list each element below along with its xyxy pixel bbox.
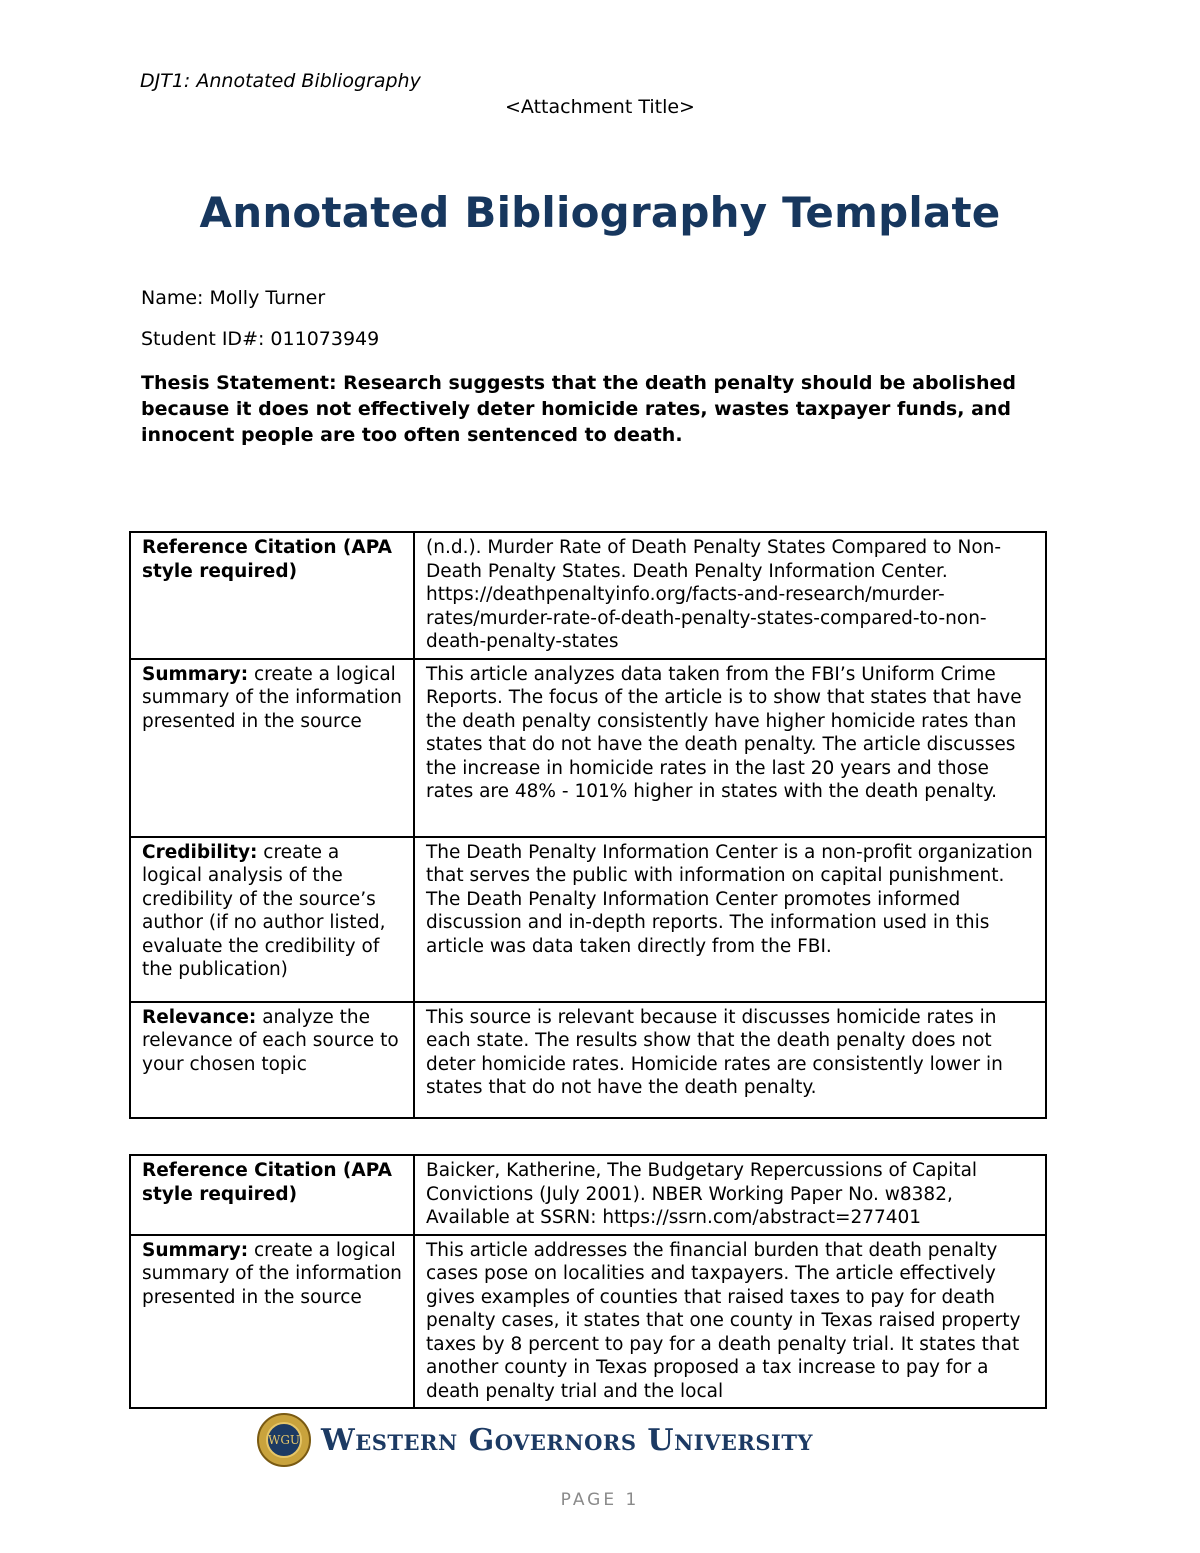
attachment-title: <Attachment Title> [505,96,695,118]
summary-text: This article analyzes data taken from the FBI’s Uniform Crime Reports. The focus of the article is to show that states that have the death penalty consistently have higher homicide rates than states that do not have the death penalty. The article discusses the increase in homicide rates in the last 20 years and those rates are 48% - 101% higher in states with the death penalty. [414,659,1046,837]
relevance-row [130,1002,1046,1118]
university-name: Western Governors University [321,1422,813,1458]
relevance-label: Relevance: analyze the relevance of each source to your chosen topic [130,1002,414,1118]
relevance-text: This source is relevant because it discusses homicide rates in each state. The results show that the death penalty does not deter homicide rates. Homicide rates are consistently lower in states that do not have the death penalty. [414,1002,1046,1118]
credibility-label: Credibility: create a logical analysis of the credibility of the source’s author (if no author listed, evaluate the credibility of the publication) [130,837,414,1002]
citation-row [130,1155,1046,1235]
credibility-text: The Death Penalty Information Center is a non-profit organization that serves the public with information on capital punishment. The Death Penalty Information Center promotes informed discussion and in-depth reports. The information used in this article was data taken directly from the FBI. [414,837,1046,1002]
citation-label: Reference Citation (APA style required) [130,1155,414,1235]
bibliography-entry-2 [129,1154,1047,1409]
student-id: Student ID#: 011073949 [141,328,380,350]
summary-row [130,1235,1046,1409]
credibility-row [130,837,1046,1002]
citation-row [130,532,1046,659]
summary-text: This article addresses the financial burden that death penalty cases pose on localities and taxpayers. The article effectively gives examples of counties that raised taxes to pay for death penalty cases, it states that one county in Texas raised property taxes by 8 percent to pay for a death penalty trial. It states that another county in Texas proposed a tax increase to pay for a death penalty trial and the local [414,1235,1046,1409]
page-number: PAGE 1 [560,1490,640,1510]
page-title: Annotated Bibliography Template [199,188,1001,237]
wgu-logo [257,1411,813,1469]
citation-label: Reference Citation (APA style required) [130,532,414,659]
student-name: Name: Molly Turner [141,287,326,309]
running-header: DJT1: Annotated Bibliography [140,70,421,92]
university-seal-icon: WGU [257,1413,311,1467]
summary-label: Summary: create a logical summary of the information presented in the source [130,1235,414,1409]
citation-text: (n.d.). Murder Rate of Death Penalty States Compared to Non-Death Penalty States. Death Penalty Information Center. https://deathpenaltyinfo.org/facts-and-research/murder-rates/murder-rate-of-death-penalty-states-compared-to-non-death-penalty-states [414,532,1046,659]
citation-text: Baicker, Katherine, The Budgetary Repercussions of Capital Convictions (July 2001). NBER Working Paper No. w8382, Available at SSRN: https://ssrn.com/abstract=277401 [414,1155,1046,1235]
thesis-statement: Thesis Statement: Research suggests that the death penalty should be abolished because it does not effectively deter homicide rates, wastes taxpayer funds, and innocent people are too often sentenced to death. [141,372,1016,446]
summary-row [130,659,1046,837]
bibliography-entry-1 [129,531,1047,1119]
summary-label: Summary: create a logical summary of the information presented in the source [130,659,414,837]
